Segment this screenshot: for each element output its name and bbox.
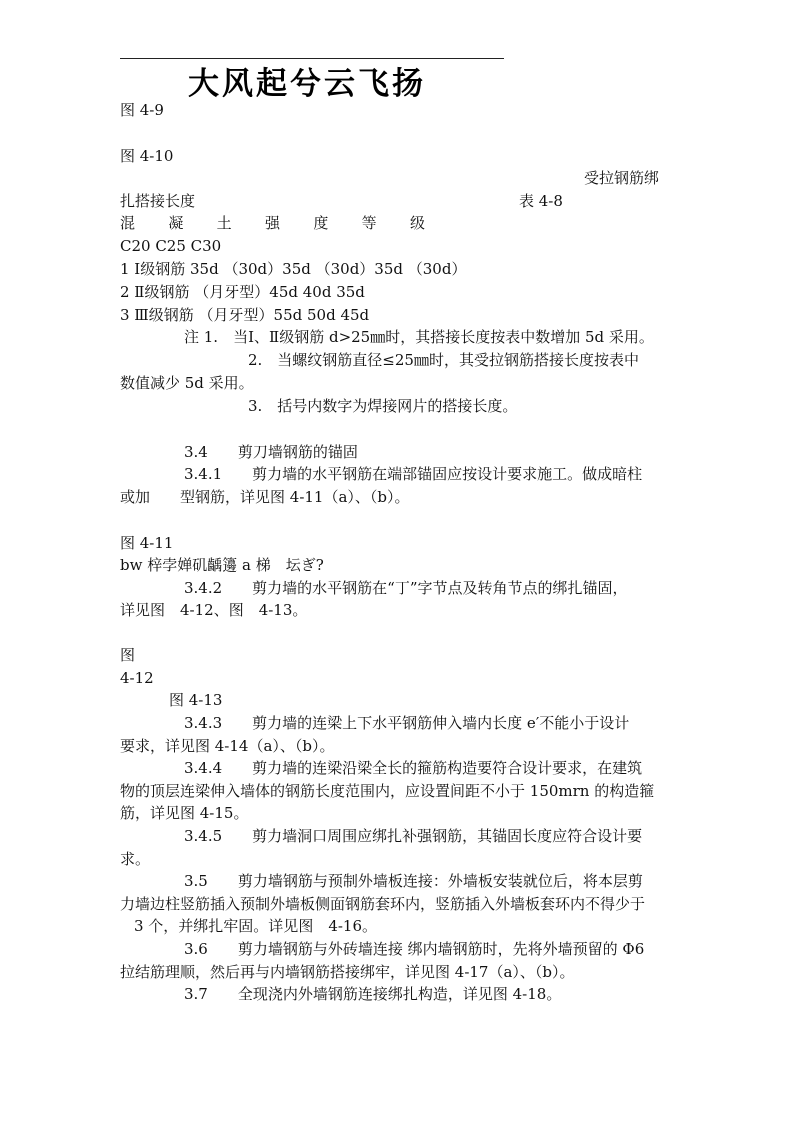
table-note: 注 1. 当Ⅰ、Ⅱ级钢筋 d>25㎜时，其搭接长度按表中数增加 5d 采用。: [184, 328, 654, 346]
table-number: 表 4-8: [519, 192, 563, 210]
paragraph: 求。: [120, 850, 151, 868]
figure-label: 4-12: [120, 669, 154, 687]
table-row: 1 Ⅰ级钢筋 35d （30d）35d （30d）35d （30d）: [120, 260, 467, 278]
table-header-char: 强: [264, 214, 280, 232]
table-note: 3. 括号内数字为焊接网片的搭接长度。: [248, 397, 518, 415]
figure-label: 图: [120, 646, 136, 664]
paragraph: 3 个，并绑扎牢固。详见图 4-16。: [134, 917, 378, 935]
paragraph: 3.6 剪力墙钢筋与外砖墙连接 绑内墙钢筋时，先将外墙预留的 Φ6: [184, 940, 645, 958]
figure-label: 图 4-11: [120, 534, 174, 552]
paragraph: 物的顶层连梁伸入墙体的钢筋长度范围内，应设置间距不小于 150mrn 的构造箍: [120, 782, 655, 800]
table-note: 数值减少 5d 采用。: [120, 374, 254, 392]
paragraph: 或加 型钢筋，详见图 4-11（a）、（b）。: [120, 488, 410, 506]
table-grades: C20 C25 C30: [120, 237, 222, 255]
header-title: 大风起兮云飞扬: [188, 66, 426, 102]
figure-label: 图 4-9: [120, 101, 164, 119]
table-row: 2 Ⅱ级钢筋 （月牙型）45d 40d 35d: [120, 283, 365, 301]
table-header-char: 度: [313, 214, 329, 232]
table-caption: 受拉钢筋绑: [584, 169, 660, 187]
section-heading: 3.4 剪刀墙钢筋的锚固: [184, 443, 358, 461]
paragraph: 3.4.5 剪力墙洞口周围应绑扎补强钢筋，其锚固长度应符合设计要: [184, 827, 643, 845]
paragraph: 筋，详见图 4-15。: [120, 804, 249, 822]
table-note: 2. 当螺纹钢筋直径≤25㎜时，其受拉钢筋搭接长度按表中: [248, 351, 639, 369]
paragraph: 力墙边柱竖筋插入预制外墙板侧面钢筋套环内，竖筋插入外墙板套环内不得少于: [120, 895, 646, 913]
figure-label: 图 4-10: [120, 147, 174, 165]
table-header-char: 土: [216, 214, 232, 232]
table-header-char: 混: [120, 214, 136, 232]
paragraph: 3.7 全现浇内外墙钢筋连接绑扎构造，详见图 4-18。: [184, 985, 562, 1003]
table-header-char: 级: [409, 214, 425, 232]
paragraph: 3.4.2 剪力墙的水平钢筋在“丁”字节点及转角节点的绑扎锚固，: [184, 579, 628, 597]
paragraph: 3.5 剪力墙钢筋与预制外墙板连接：外墙板安装就位后，将本层剪: [184, 872, 643, 890]
table-row: 3 Ⅲ级钢筋 （月牙型）55d 50d 45d: [120, 306, 370, 324]
table-header-char: 凝: [168, 214, 184, 232]
paragraph: 详见图 4-12、图 4-13。: [120, 601, 308, 619]
paragraph: 拉结筋理顺，然后再与内墙钢筋搭接绑牢，详见图 4-17（a）、（b）。: [120, 963, 575, 981]
paragraph: 3.4.1 剪力墙的水平钢筋在端部锚固应按设计要求施工。做成暗柱: [184, 465, 643, 483]
figure-label: 图 4-13: [169, 691, 223, 709]
table-caption: 扎搭接长度: [120, 192, 196, 210]
table-header-concrete-grade: [120, 213, 425, 233]
paragraph: 要求，详见图 4-14（a）、（b）。: [120, 737, 335, 755]
paragraph: 3.4.3 剪力墙的连梁上下水平钢筋伸入墙内长度 e′不能小于设计: [184, 714, 630, 732]
garbled-text: bw 梓孛婵矶齲籩 a 梯 坛ぎ?: [120, 556, 324, 574]
paragraph: 3.4.4 剪力墙的连梁沿梁全长的箍筋构造要符合设计要求，在建筑: [184, 759, 643, 777]
table-header-char: 等: [361, 214, 377, 232]
